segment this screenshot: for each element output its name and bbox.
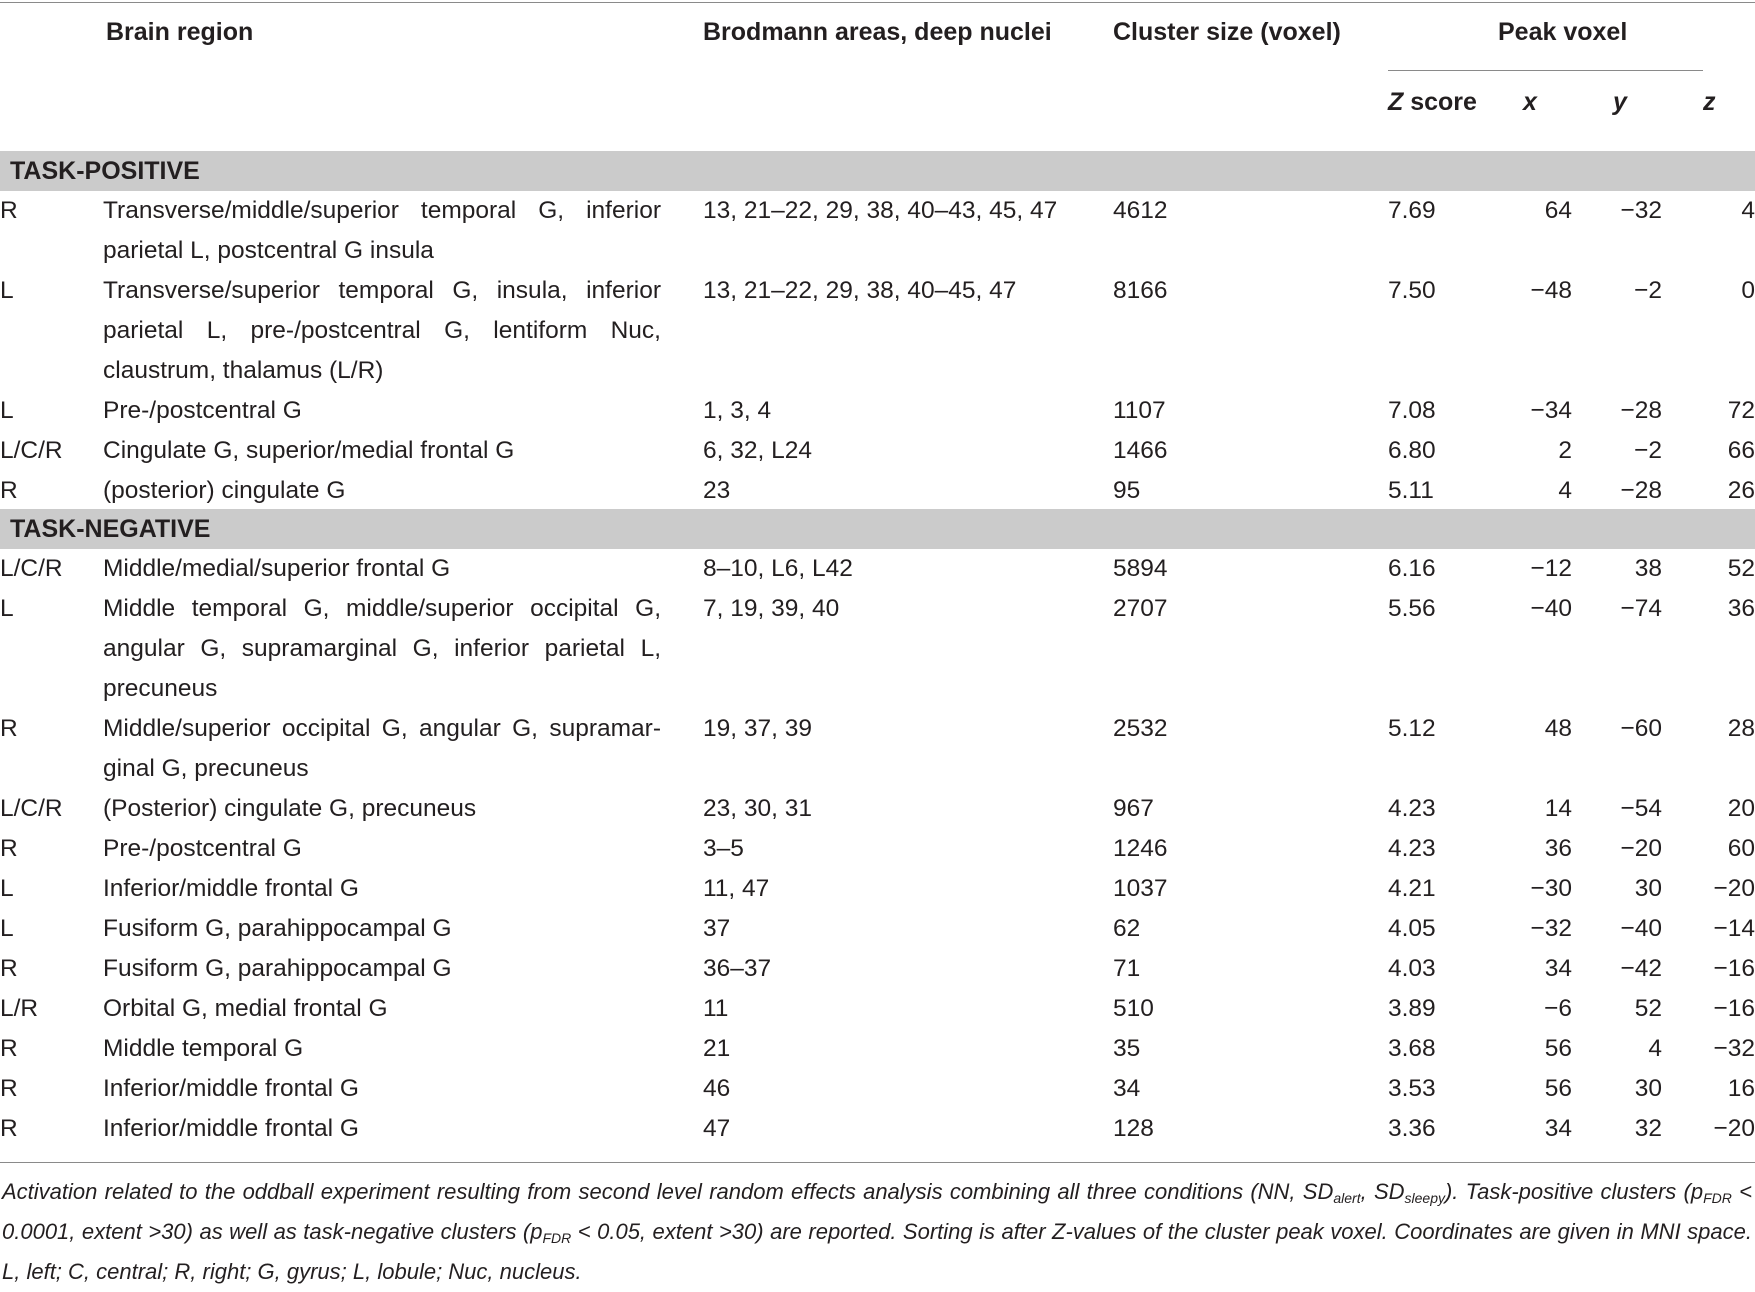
z-score-cell: 3.89 [1388, 995, 1436, 1022]
hemisphere-cell: L/C/R [0, 555, 63, 582]
brodmann-cell: 46 [703, 1075, 731, 1102]
x-coord-cell: 36 [1544, 835, 1572, 862]
header-cluster-size: Cluster size (voxel) [1113, 18, 1341, 46]
table-top-rule [0, 2, 1755, 3]
brodmann-cell: 19, 37, 39 [703, 715, 812, 742]
brodmann-cell: 8–10, L6, L42 [703, 555, 853, 582]
footnote-text-3: ). Task-positive clusters (p [1444, 1179, 1704, 1204]
y-coord-cell: −2 [1634, 277, 1662, 304]
cluster-size-cell: 95 [1113, 477, 1141, 504]
z-score-cell: 5.12 [1388, 715, 1436, 742]
z-score-cell: 4.23 [1388, 835, 1436, 862]
brain-region-cell: Transverse/superior temporal G, insula, inferior parietal L, pre-/postcentral G, lentiform Nuc, claustrum, thalamus (L/R) [103, 277, 661, 384]
footnote-sub-fdr-1: FDR [1703, 1190, 1732, 1206]
z-score-cell: 5.11 [1388, 477, 1434, 504]
brodmann-cell: 37 [703, 915, 731, 942]
x-coord-cell: 48 [1544, 715, 1572, 742]
x-coord-cell: −12 [1530, 555, 1572, 582]
x-coord-cell: 2 [1558, 437, 1572, 464]
z-coord-cell: −20 [1713, 875, 1755, 902]
section-band [0, 509, 1755, 549]
brain-region-cell: Middle temporal G, middle/superior occipital G, angular G, supramarginal G, inferior parietal L, precuneus [103, 595, 661, 702]
z-score-cell: 4.21 [1388, 875, 1436, 902]
y-coord-cell: −20 [1620, 835, 1662, 862]
brodmann-cell: 36–37 [703, 955, 772, 982]
brain-region-cell: Transverse/middle/superior temporal G, inferior parietal L, postcentral G insula [103, 197, 661, 264]
cluster-size-cell: 5894 [1113, 555, 1168, 582]
hemisphere-cell: L [0, 875, 14, 902]
y-coord-cell: −54 [1620, 795, 1662, 822]
brodmann-cell: 11, 47 [703, 875, 770, 902]
brodmann-cell: 7, 19, 39, 40 [703, 595, 840, 622]
z-coord-cell: −32 [1713, 1035, 1755, 1062]
brodmann-cell: 23, 30, 31 [703, 795, 812, 822]
footnote-sub-sleepy: sleepy [1404, 1190, 1445, 1206]
y-coord-cell: 4 [1648, 1035, 1662, 1062]
header-z-score-letter: Z [1388, 88, 1404, 116]
header-y-label: y [1613, 88, 1627, 116]
header-z [1703, 87, 1716, 117]
hemisphere-cell: L [0, 915, 14, 942]
z-score-cell: 3.68 [1388, 1035, 1436, 1062]
z-coord-cell: 0 [1741, 277, 1755, 304]
x-coord-cell: 56 [1544, 1035, 1572, 1062]
z-score-cell: 6.16 [1388, 555, 1436, 582]
z-score-cell: 4.05 [1388, 915, 1436, 942]
y-coord-cell: −42 [1620, 955, 1662, 982]
y-coord-cell: −40 [1620, 915, 1662, 942]
brodmann-cell: 47 [703, 1115, 731, 1142]
y-coord-cell: −2 [1634, 437, 1662, 464]
x-coord-cell: 34 [1544, 955, 1572, 982]
x-coord-cell: −30 [1530, 875, 1572, 902]
brain-region-cell: (posterior) cingulate G [103, 477, 346, 504]
cluster-size-cell: 2532 [1113, 715, 1168, 742]
z-coord-cell: 60 [1727, 835, 1755, 862]
cluster-size-cell: 128 [1113, 1115, 1154, 1142]
brodmann-cell: 13, 21–22, 29, 38, 40–45, 47 [703, 277, 1017, 304]
z-coord-cell: 72 [1727, 397, 1755, 424]
z-coord-cell: 4 [1741, 197, 1755, 224]
brain-region-cell: Inferior/middle frontal G [103, 1075, 359, 1102]
x-coord-cell: 14 [1544, 795, 1572, 822]
section-band [0, 151, 1755, 191]
hemisphere-cell: R [0, 477, 18, 504]
x-coord-cell: 34 [1544, 1115, 1572, 1142]
x-coord-cell: 64 [1544, 197, 1572, 224]
brain-region-cell: Pre-/postcentral G [103, 835, 302, 862]
hemisphere-cell: R [0, 1035, 18, 1062]
x-coord-cell: −48 [1530, 277, 1572, 304]
brain-region-cell: (Posterior) cingulate G, precuneus [103, 795, 477, 822]
footnote-text-2: , SD [1360, 1179, 1405, 1204]
y-coord-cell: 30 [1634, 1075, 1662, 1102]
brodmann-cell: 13, 21–22, 29, 38, 40–43, 45, 47 [703, 197, 1058, 224]
z-coord-cell: 16 [1727, 1075, 1755, 1102]
cluster-size-cell: 35 [1113, 1035, 1141, 1062]
z-coord-cell: −14 [1713, 915, 1755, 942]
y-coord-cell: −60 [1620, 715, 1662, 742]
hemisphere-cell: R [0, 835, 18, 862]
hemisphere-cell: L/C/R [0, 437, 63, 464]
brain-region-cell: Middle temporal G [103, 1035, 304, 1062]
brodmann-cell: 23 [703, 477, 731, 504]
z-score-cell: 3.53 [1388, 1075, 1436, 1102]
cluster-size-cell: 71 [1113, 955, 1141, 982]
z-score-cell: 7.08 [1388, 397, 1436, 424]
brain-region-cell: Cingulate G, superior/medial frontal G [103, 437, 515, 464]
z-score-cell: 5.56 [1388, 595, 1436, 622]
brodmann-cell: 3–5 [703, 835, 744, 862]
y-coord-cell: −32 [1620, 197, 1662, 224]
x-coord-cell: −34 [1530, 397, 1572, 424]
x-coord-cell: −6 [1544, 995, 1572, 1022]
z-score-cell: 7.50 [1388, 277, 1436, 304]
z-coord-cell: 28 [1727, 715, 1755, 742]
y-coord-cell: 30 [1634, 875, 1662, 902]
z-coord-cell: 66 [1727, 437, 1755, 464]
brain-region-cell: Pre-/postcentral G [103, 397, 302, 424]
z-coord-cell: 20 [1727, 795, 1755, 822]
brain-region-cell: Middle/medial/superior frontal G [103, 555, 451, 582]
header-z-label: z [1703, 88, 1716, 116]
peak-voxel-rule [1388, 70, 1703, 71]
y-coord-cell: 38 [1634, 555, 1662, 582]
footnote-text-1: Activation related to the oddball experiment resulting from second level random effects analysis combining all three conditions (NN, SD [2, 1179, 1334, 1204]
footnote-text-4: < 0.0001, extent >30) as well as task-negative clusters (p [2, 1179, 1752, 1244]
hemisphere-cell: L/R [0, 995, 39, 1022]
brain-region-cell: Inferior/middle frontal G [103, 1115, 359, 1142]
x-coord-cell: −40 [1530, 595, 1572, 622]
brodmann-cell: 1, 3, 4 [703, 397, 772, 424]
footnote-sub-fdr-2: FDR [542, 1230, 572, 1246]
brain-region-cell: Fusiform G, parahippocampal G [103, 955, 452, 982]
z-coord-cell: −16 [1713, 995, 1755, 1022]
y-coord-cell: 52 [1634, 995, 1662, 1022]
cluster-size-cell: 4612 [1113, 197, 1168, 224]
z-coord-cell: 26 [1727, 477, 1755, 504]
z-score-cell: 7.69 [1388, 197, 1436, 224]
z-score-cell: 4.23 [1388, 795, 1436, 822]
cluster-size-cell: 1107 [1113, 397, 1166, 424]
cluster-size-cell: 1037 [1113, 875, 1168, 902]
header-z-score-text: score [1403, 88, 1477, 116]
header-brain-region: Brain region [106, 18, 254, 46]
section-label: TASK-NEGATIVE [10, 515, 211, 543]
hemisphere-cell: R [0, 1115, 18, 1142]
z-coord-cell: −20 [1713, 1115, 1755, 1142]
cluster-size-cell: 34 [1113, 1075, 1141, 1102]
y-coord-cell: −74 [1620, 595, 1662, 622]
header-brodmann-areas: Brodmann areas, deep nuclei [703, 18, 1052, 46]
hemisphere-cell: L [0, 277, 14, 304]
x-coord-cell: 56 [1544, 1075, 1572, 1102]
brain-region-cell: Inferior/middle frontal G [103, 875, 359, 902]
header-y [1613, 87, 1627, 117]
hemisphere-cell: L [0, 397, 14, 424]
hemisphere-cell: R [0, 955, 18, 982]
y-coord-cell: −28 [1620, 397, 1662, 424]
footnote-text-5: < 0.05, extent >30) are reported. Sorting is after Z-values of the cluster peak voxel. Coordinates are given in MNI space. L, left; C, central; R, right; G, gyrus; L, lobule; Nuc, nucleus. [2, 1219, 1752, 1284]
section-label: TASK-POSITIVE [10, 157, 200, 185]
cluster-size-cell: 8166 [1113, 277, 1168, 304]
cluster-size-cell: 62 [1113, 915, 1141, 942]
y-coord-cell: 32 [1634, 1115, 1662, 1142]
brain-region-cell: Fusiform G, parahippocampal G [103, 915, 452, 942]
hemisphere-cell: L/C/R [0, 795, 63, 822]
table-footnote [2, 1172, 1752, 1292]
brain-region-cell: Middle/superior occipital G, angular G, supramar-ginal G, precuneus [103, 715, 661, 782]
header-z-score [1388, 87, 1477, 117]
z-coord-cell: −16 [1713, 955, 1755, 982]
brain-region-cell: Orbital G, medial frontal G [103, 995, 388, 1022]
z-score-cell: 4.03 [1388, 955, 1436, 982]
header-peak-voxel: Peak voxel [1498, 18, 1628, 46]
z-coord-cell: 36 [1727, 595, 1755, 622]
cluster-size-cell: 1246 [1113, 835, 1168, 862]
z-score-cell: 6.80 [1388, 437, 1436, 464]
table-bottom-rule [0, 1162, 1755, 1163]
cluster-size-cell: 510 [1113, 995, 1154, 1022]
hemisphere-cell: R [0, 1075, 18, 1102]
header-x [1523, 87, 1537, 117]
z-score-cell: 3.36 [1388, 1115, 1436, 1142]
hemisphere-cell: R [0, 715, 18, 742]
z-coord-cell: 52 [1727, 555, 1755, 582]
cluster-size-cell: 1466 [1113, 437, 1168, 464]
brodmann-cell: 21 [703, 1035, 731, 1062]
cluster-size-cell: 2707 [1113, 595, 1168, 622]
brodmann-cell: 11 [703, 995, 729, 1022]
cluster-size-cell: 967 [1113, 795, 1154, 822]
hemisphere-cell: L [0, 595, 14, 622]
hemisphere-cell: R [0, 197, 18, 224]
x-coord-cell: −32 [1530, 915, 1572, 942]
y-coord-cell: −28 [1620, 477, 1662, 504]
footnote-sub-alert: alert [1333, 1190, 1361, 1206]
x-coord-cell: 4 [1558, 477, 1572, 504]
brodmann-cell: 6, 32, L24 [703, 437, 812, 464]
header-x-label: x [1523, 88, 1537, 116]
